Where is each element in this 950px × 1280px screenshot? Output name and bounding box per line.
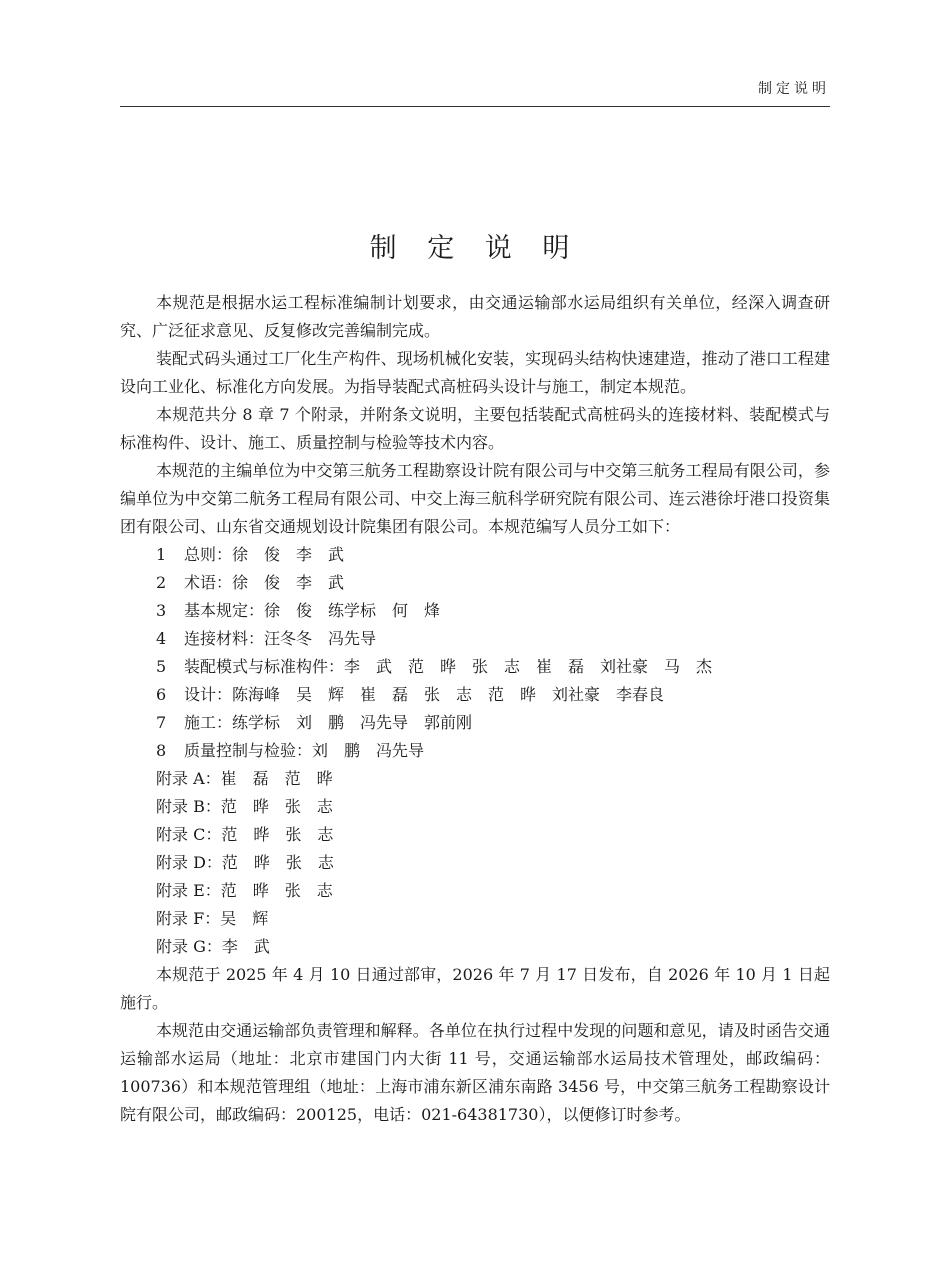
paragraph-origin: 本规范是根据水运工程标准编制计划要求，由交通运输部水运局组织有关单位，经深入调查研究、广泛征求意见、反复修改完善编制完成。 xyxy=(120,293,830,340)
list-item: 5 装配模式与标准构件：李 武 范 晔 张 志 崔 磊 刘社豪 马 杰 xyxy=(156,657,713,676)
page-title: 制 定 说 明 xyxy=(369,233,581,264)
paragraph-contact: 本规范由交通运输部负责管理和解释。各单位在执行过程中发现的问题和意见，请及时函告交通运输部水运局（地址：北京市建国门内大街 11 号，交通运输部水运局技术管理处，邮政编码：100736）和本规范管理组（地址：上海市浦东新区浦东南路 3456 号，中交第三航务工程勘察设计院有限公司，邮政编码：200125，电话：021-64381730），以便修订时参考。 xyxy=(120,1021,830,1124)
paragraph-effective-date: 本规范于 2025 年 4 月 10 日通过部审，2026 年 7 月 17 日发布，自 2026 年 10 月 1 日起施行。 xyxy=(120,965,830,1012)
list-item: 附录 G：李 武 xyxy=(156,937,270,956)
list-item: 2 术语：徐 俊 李 武 xyxy=(156,573,345,592)
list-item: 6 设计：陈海峰 吴 辉 崔 磊 张 志 范 晔 刘社豪 李春良 xyxy=(156,685,665,704)
appendix-author-list xyxy=(120,765,830,961)
list-item: 3 基本规定：徐 俊 练学标 何 烽 xyxy=(156,601,441,620)
header-rule xyxy=(120,106,830,107)
paragraph-background: 装配式码头通过工厂化生产构件、现场机械化安装，实现码头结构快速建造，推动了港口工程建设向工业化、标准化方向发展。为指导装配式高桩码头设计与施工，制定本规范。 xyxy=(120,349,830,396)
list-item: 附录 C：范 晔 张 志 xyxy=(156,825,334,844)
paragraph-scope: 本规范共分 8 章 7 个附录，并附条文说明，主要包括装配式高桩码头的连接材料、装配模式与标准构件、设计、施工、质量控制与检验等技术内容。 xyxy=(120,405,830,452)
list-item: 附录 A：崔 磊 范 晔 xyxy=(156,769,333,788)
list-item: 附录 E：范 晔 张 志 xyxy=(156,881,333,900)
list-item: 8 质量控制与检验：刘 鹏 冯先导 xyxy=(156,741,425,760)
list-item: 4 连接材料：汪冬冬 冯先导 xyxy=(156,629,377,648)
list-item: 1 总则：徐 俊 李 武 xyxy=(156,545,345,564)
document-body xyxy=(120,289,830,1129)
running-head: 制定说明 xyxy=(758,81,830,97)
list-item: 附录 F：吴 辉 xyxy=(156,909,269,928)
chapter-author-list xyxy=(120,541,830,765)
list-item: 附录 B：范 晔 张 志 xyxy=(156,797,333,816)
paragraph-authors: 本规范的主编单位为中交第三航务工程勘察设计院有限公司与中交第三航务工程局有限公司，参编单位为中交第二航务工程局有限公司、中交上海三航科学研究院有限公司、连云港徐圩港口投资集团有限公司、山东省交通规划设计院集团有限公司。本规范编写人员分工如下： xyxy=(120,461,830,536)
list-item: 7 施工：练学标 刘 鹏 冯先导 郭前刚 xyxy=(156,713,473,732)
list-item: 附录 D：范 晔 张 志 xyxy=(156,853,334,872)
